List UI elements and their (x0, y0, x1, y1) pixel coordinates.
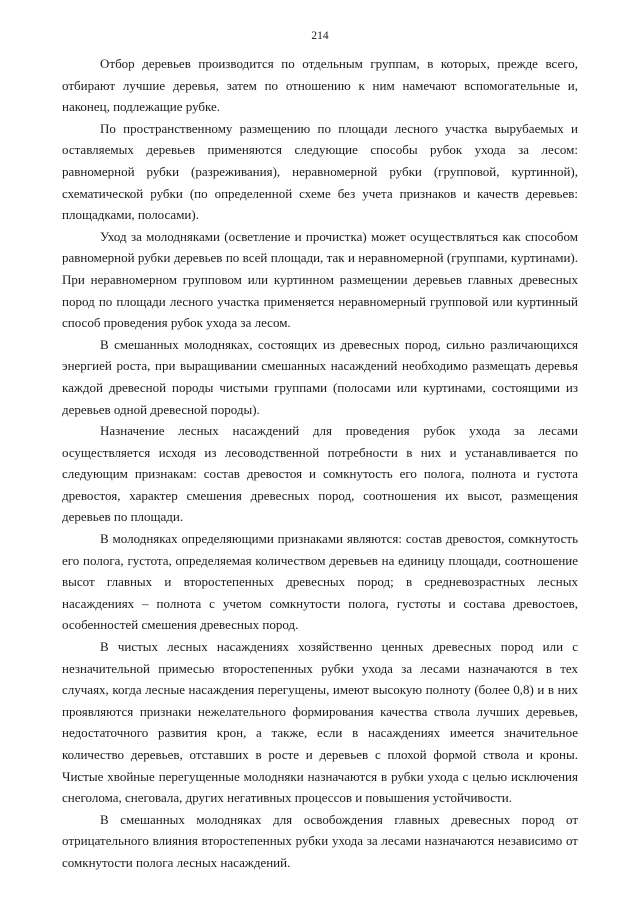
paragraph-8: В смешанных молодняках для освобождения главных древесных пород от отрицательного влияния второстепенных рубки ухода за лесами назначаются независимо от сомкнутости полога лесных насаждений. (62, 811, 578, 870)
paragraph-4: В смешанных молодняках, состоящих из древесных пород, сильно различающихся энергией роста, при выращивании смешанных насаждений необходимо размещать деревья каждой древесной породы чистыми группами (полосами или куртинами, состоящими из деревьев одной древесной породы). (62, 336, 578, 417)
paragraph-6: В молодняках определяющими признаками являются: состав древостоя, сомкнутость его полога, густота, определяемая количеством деревьев на единицу площади, соотношение высот главных и второстепенных древесных пород; в средневозрастных лесных насаждениях – полнота с учетом сомкнутости полога, густоты и состава древостоев, особенностей смешения древесных пород. (62, 531, 578, 633)
paragraph-1: Отбор деревьев производится по отдельным группам, в которых, прежде всего, отбирают лучшие деревья, затем по отношению к ним намечают вспомогательные и, наконец, подлежащие рубке. (62, 56, 578, 115)
paragraph-3: Уход за молодняками (осветление и прочистка) может осуществляться как способом равномерной рубки деревьев по всей площади, так и неравномерной (группами, куртинами). При неравномерном групповом или куртинном размещении деревьев главных древесных пород по площади лесного участка применяется неравномерный групповой или куртинный способ проведения рубок ухода за лесом. (62, 228, 578, 331)
paragraph-5: Назначение лесных насаждений для проведения рубок ухода за лесами осуществляется исходя из лесоводственной потребности в них и устанавливается по следующим признакам: состав древостоя и сомкнутость его полога, полнота и густота древостоя, характер смешения древесных пород, соотношения их высот, размещения деревьев по площади. (62, 423, 578, 525)
page-number: 214 (311, 30, 329, 42)
paragraph-2: По пространственному размещению по площади лесного участка вырубаемых и оставляемых деревьев применяются следующие способы рубок ухода за лесом: равномерной рубки (разреживания), неравномерной рубки (групповой, куртинной), схематической рубки (по определенной схеме без учета признаков и качеств деревьев: площадками, полосами). (62, 120, 578, 223)
paragraph-7: В чистых лесных насаждениях хозяйственно ценных древесных пород или с незначительной примесью второстепенных рубки ухода за лесами назначаются в тех случаях, когда лесные насаждения перегущены, имеют высокую полноту (более 0,8) и в них проявляются признаки нежелательного формирования качества ствола лучших деревьев, недостаточного развития крон, а также, если в насаждениях имеется значительное количество деревьев, отставших в росте и деревьев с плохой формой ствола и кроны. Чистые хвойные перегущенные молодняки назначаются в рубки ухода с целью исключения снеголома, снеговала, других негативных процессов и повышения устойчивости. (62, 639, 578, 806)
document-body (62, 53, 578, 874)
